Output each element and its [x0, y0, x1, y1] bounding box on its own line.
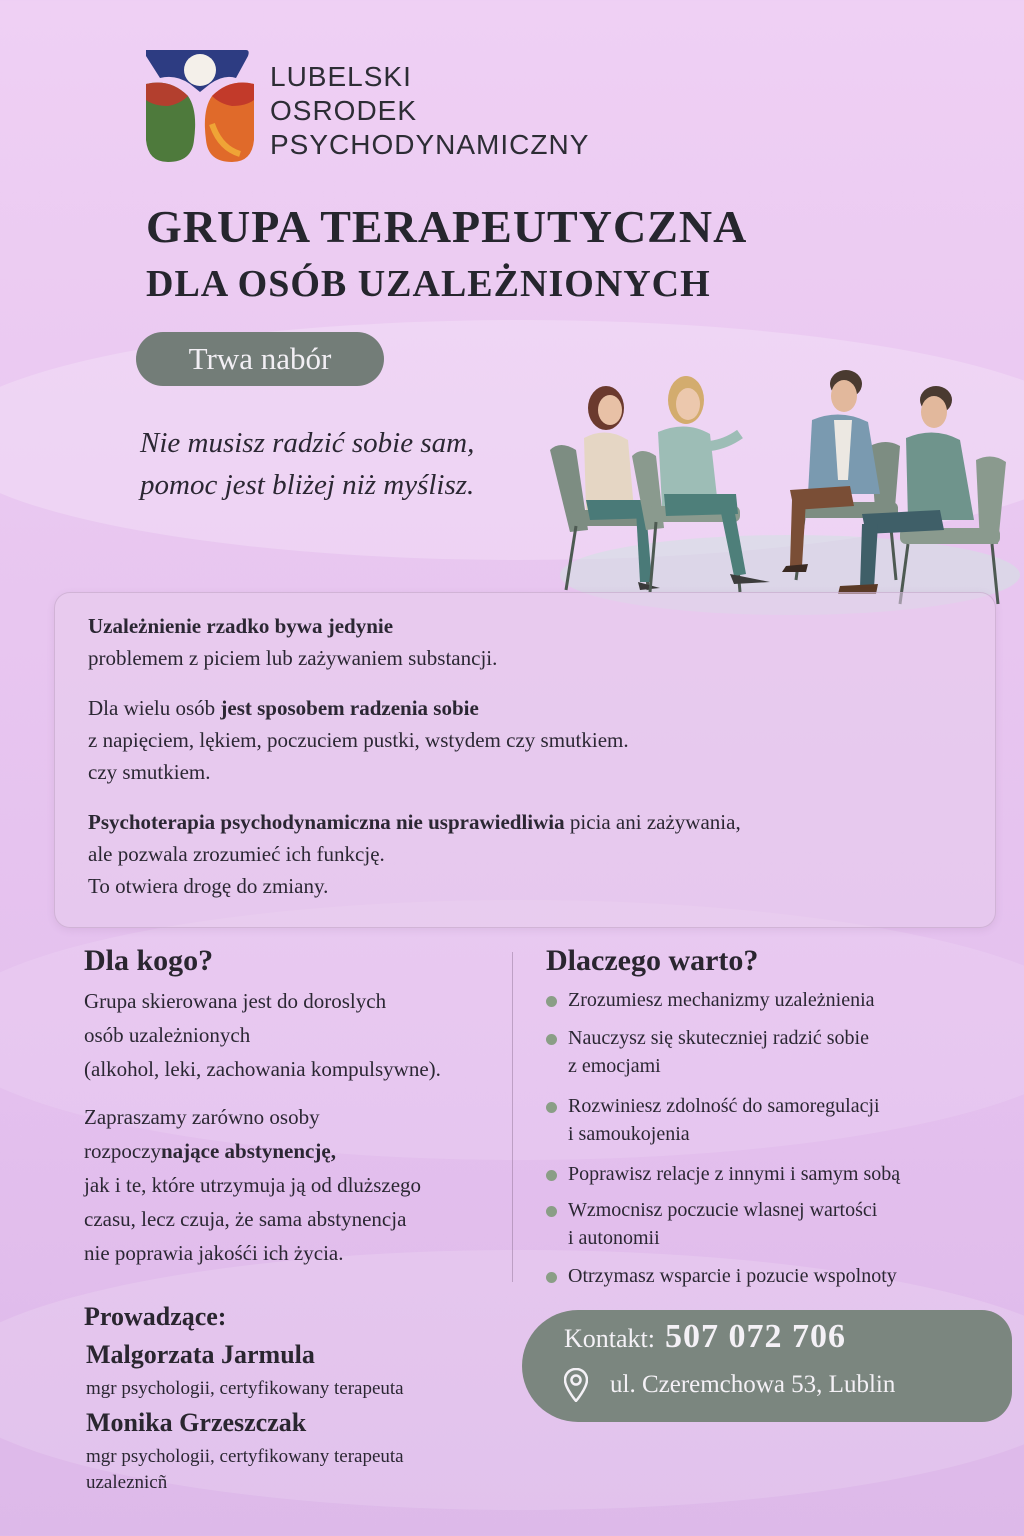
for-whom-emphasis: nające abstynencję,: [160, 1139, 336, 1163]
leader-role-line: mgr psychologii, certyfikowany terapeuta: [86, 1378, 404, 1399]
leaders-heading: Prowadzące:: [84, 1302, 227, 1331]
contact-phone-line: [564, 1318, 846, 1356]
organization-name: [270, 60, 589, 162]
for-whom-line: nie poprawia jakośći ich życia.: [84, 1241, 344, 1265]
info-text: czy smutkiem.: [88, 760, 211, 784]
page-title: GRUPA TERAPEUTYCZNA: [146, 201, 748, 252]
leader-name: Monika Grzeszczak: [86, 1408, 307, 1437]
info-paragraph: [88, 692, 629, 788]
benefit-text: Wzmocnisz poczucie wlasnej wartości: [568, 1199, 878, 1221]
for-whom-line: (alkohol, leki, zachowania kompulsywne).: [84, 1057, 441, 1081]
info-text: Dla wielu osób: [88, 696, 221, 720]
bullet-icon: [546, 1206, 557, 1217]
benefit-text: Poprawisz relacje z innymi i samym sobą: [568, 1163, 901, 1185]
phone-number[interactable]: 507 072 706: [665, 1318, 846, 1355]
tagline-line: pomoc jest bliżej niż myślisz.: [140, 469, 475, 501]
organization-name-line: LUBELSKI: [270, 61, 412, 92]
page-subtitle: DLA OSÓB UZALEŻNIONYCH: [146, 263, 711, 305]
benefit-text: Nauczysz się skuteczniej radzić sobie: [568, 1027, 869, 1049]
info-paragraph: [88, 610, 497, 674]
recruitment-badge: Trwa nabór: [136, 332, 384, 386]
group-therapy-illustration: [540, 360, 1020, 620]
benefit-text: Zrozumiesz mechanizmy uzależnienia: [568, 989, 875, 1011]
bullet-icon: [546, 1272, 557, 1283]
benefit-text: Rozwiniesz zdolność do samoregulacji: [568, 1095, 880, 1117]
list-item: [546, 1196, 986, 1252]
list-item: [546, 1024, 986, 1080]
benefit-text: i samoukojenia: [568, 1123, 690, 1145]
leader-role-line: mgr psychologii, certyfikowany terapeuta: [86, 1446, 404, 1467]
benefit-text: z emocjami: [568, 1055, 661, 1077]
contact-address: ul. Czeremchowa 53, Lublin: [610, 1371, 896, 1398]
organization-name-line: PSYCHODYNAMICZNY: [270, 129, 590, 160]
info-emphasis: jest sposobem radzenia sobie: [220, 696, 479, 720]
info-emphasis: Uzależnienie rzadko bywa jedynie: [88, 614, 394, 638]
list-item: [546, 1160, 986, 1188]
tagline-line: Nie musisz radzić sobie sam,: [140, 427, 475, 459]
bullet-icon: [546, 996, 557, 1007]
for-whom-heading: Dla kogo?: [84, 944, 214, 977]
leader-name: Malgorzata Jarmula: [86, 1340, 315, 1369]
info-text: problemem z piciem lub zażywaniem substancji.: [88, 646, 498, 670]
info-paragraph: [88, 806, 741, 902]
for-whom-invitation: [84, 1100, 421, 1270]
leader-role: [86, 1376, 404, 1402]
info-text: To otwiera drogę do zmiany.: [88, 874, 329, 898]
bullet-icon: [546, 1102, 557, 1113]
benefit-text: Otrzymasz wsparcie i pozucie wspolnoty: [568, 1265, 897, 1287]
contact-address-line: [564, 1368, 895, 1402]
info-emphasis: Psychoterapia psychodynamiczna nie usprawiedliwia: [88, 810, 565, 834]
info-text: picia ani zażywania,: [564, 810, 741, 834]
for-whom-line: osób uzależnionych: [84, 1023, 251, 1047]
for-whom-line: Grupa skierowana jest do doroslych: [84, 989, 387, 1013]
for-whom-line: rozpoczy: [84, 1139, 161, 1163]
bullet-icon: [546, 1170, 557, 1181]
benefit-text: i autonomii: [568, 1227, 660, 1249]
tagline: [140, 422, 560, 506]
for-whom-text: [84, 984, 441, 1086]
bullet-icon: [546, 1034, 557, 1045]
column-divider: [512, 952, 513, 1282]
for-whom-line: Zapraszamy zarówno osoby: [84, 1105, 320, 1129]
for-whom-line: jak i te, które utrzymuja ją od dluższego: [84, 1173, 422, 1197]
list-item: [546, 986, 986, 1014]
figure-with-sun-logo-icon: [140, 44, 260, 164]
for-whom-line: czasu, lecz czuja, że sama abstynencja: [84, 1207, 407, 1231]
info-text: ale pozwala zrozumieć ich funkcję.: [88, 842, 385, 866]
why-heading: Dlaczego warto?: [546, 944, 759, 977]
list-item: [546, 1262, 986, 1290]
benefits-list: [546, 986, 986, 1290]
location-pin-icon: [564, 1368, 588, 1402]
info-text: z napięciem, lękiem, poczuciem pustki, wstydem czy smutkiem.: [88, 728, 629, 752]
organization-name-line: OSRODEK: [270, 95, 418, 126]
list-item: [546, 1092, 986, 1148]
leader-role-line: uzaleznicñ: [86, 1472, 168, 1493]
leader-role: [86, 1444, 404, 1496]
contact-label: Kontakt:: [564, 1324, 655, 1353]
